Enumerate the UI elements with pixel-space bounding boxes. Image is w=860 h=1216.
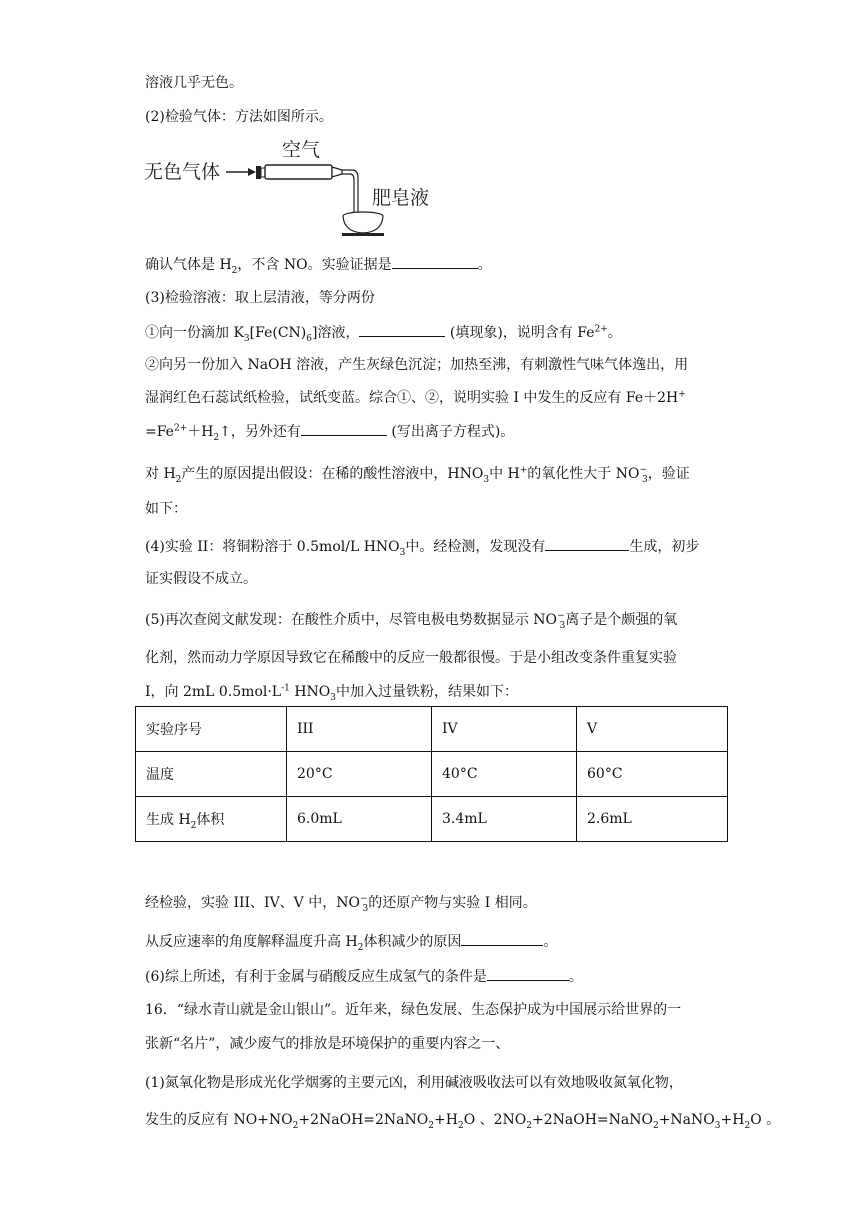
answer-blank[interactable]: [301, 421, 387, 436]
table-row: [136, 707, 728, 752]
question-3-heading: (3)检验溶液：取上层清液，等分两份: [145, 290, 375, 306]
text-line: 确认气体是 $H_2$，不含 NO。实验证据是 。: [145, 254, 492, 275]
apparatus-diagram: [140, 130, 460, 230]
text-line: (1)氮氧化物是形成光化学烟雾的主要元凶，利用碱液吸收法可以有效地吸收氮氧化物，: [145, 1075, 683, 1091]
question-4: (4)实验 II：将铜粉溶于 0.5mol/L $HNO_3$中。经检测，发现没有 生成，初步: [145, 536, 699, 557]
air-label: 空气: [282, 140, 321, 161]
table-cell: 3.4mL: [432, 797, 577, 842]
table-cell: V: [577, 707, 728, 752]
table-cell: 6.0mL: [287, 797, 432, 842]
text-line: ①向一份滴加 $K_3[Fe(CN)_6]$溶液， (填现象)，说明含有 $Fe^{2+}$。: [145, 322, 622, 343]
table-row: [136, 797, 728, 842]
text-line: 张新“名片”，减少废气的排放是环境保护的重要内容之一、: [145, 1036, 510, 1052]
equation-line: 发生的反应有 $NO+NO_2+2NaOH=2NaNO_2+H_2O$ 、$2NO_2+2NaOH=NaNO_2+NaNO_3+H_2O$ 。: [145, 1112, 781, 1131]
answer-blank[interactable]: [392, 254, 478, 269]
dish-stand: [342, 233, 384, 236]
question-16-heading: 16．“绿水青山就是金山银山”。近年来，绿色发展、生态保护成为中国展示给世界的一: [145, 1002, 682, 1018]
dish-icon: [343, 216, 383, 233]
answer-blank[interactable]: [359, 322, 445, 337]
table-row: [136, 752, 728, 797]
answer-blank[interactable]: [545, 536, 629, 551]
table-cell: 40°C: [432, 752, 577, 797]
answer-blank[interactable]: [487, 966, 569, 981]
table-cell: 20°C: [287, 752, 432, 797]
gas-label: 无色气体: [144, 162, 221, 183]
soap-dish: [330, 210, 410, 242]
text-line: ②向另一份加入 NaOH 溶液，产生灰绿色沉淀；加热至沸，有刺激性气味气体逸出，用: [145, 357, 689, 373]
text-line: 证实假设不成立。: [145, 571, 257, 587]
question-5: (5)再次查阅文献发现：在酸性介质中，尽管电极电势数据显示 $NO^-_3$离子是个颇强的氧: [145, 611, 678, 631]
results-table: [135, 706, 728, 842]
syringe-barrel: [265, 165, 332, 179]
table-cell: 60°C: [577, 752, 728, 797]
text-line: 对 $H_2$产生的原因提出假设：在稀的酸性溶液中，$HNO_3$中 H+的氧化性大于 $NO^-_3$，验证: [145, 465, 690, 485]
text-line: 溶液几乎无色。: [145, 75, 243, 91]
text-line: 从反应速率的角度解释温度升高 $H_2$体积减少的原因 。: [145, 931, 557, 952]
answer-blank[interactable]: [461, 931, 543, 946]
soap-label: 肥皂液: [372, 188, 430, 209]
text-line: 经检验，实验 III、IV、V 中，$NO^-_3$的还原产物与实验 I 相同。: [145, 894, 537, 914]
table-cell: 温度: [136, 752, 287, 797]
arrow-head-icon: [248, 168, 256, 176]
text-line: 如下：: [145, 501, 187, 517]
question-2-heading: (2)检验气体：方法如图所示。: [145, 109, 333, 125]
text-line: 化剂，然而动力学原因导致它在稀酸中的反应一般都很慢。于是小组改变条件重复实验: [145, 650, 677, 666]
text-line: I，向 2mL $0.5mol\cdot L^{-1}$ $HNO_3$中加入过量铁粉，结果如下：: [145, 683, 519, 703]
text-line: $=Fe^{2+}+H_2↑$，另外还有 (写出离子方程式)。: [145, 421, 514, 442]
text-line: 湿润红色石蕊试纸检验，试纸变蓝。综合①、②，说明实验 I 中发生的反应有 Fe＋2H+: [145, 389, 686, 406]
table-cell: 实验序号: [136, 707, 287, 752]
table-cell: III: [287, 707, 432, 752]
syringe-tip: [332, 167, 342, 177]
question-6: (6)综上所述，有利于金属与硝酸反应生成氢气的条件是 。: [145, 966, 583, 987]
syringe-plunger: [256, 166, 261, 179]
table-cell: 2.6mL: [577, 797, 728, 842]
table-cell: 生成 $H_2$体积: [136, 797, 287, 842]
table-cell: IV: [432, 707, 577, 752]
